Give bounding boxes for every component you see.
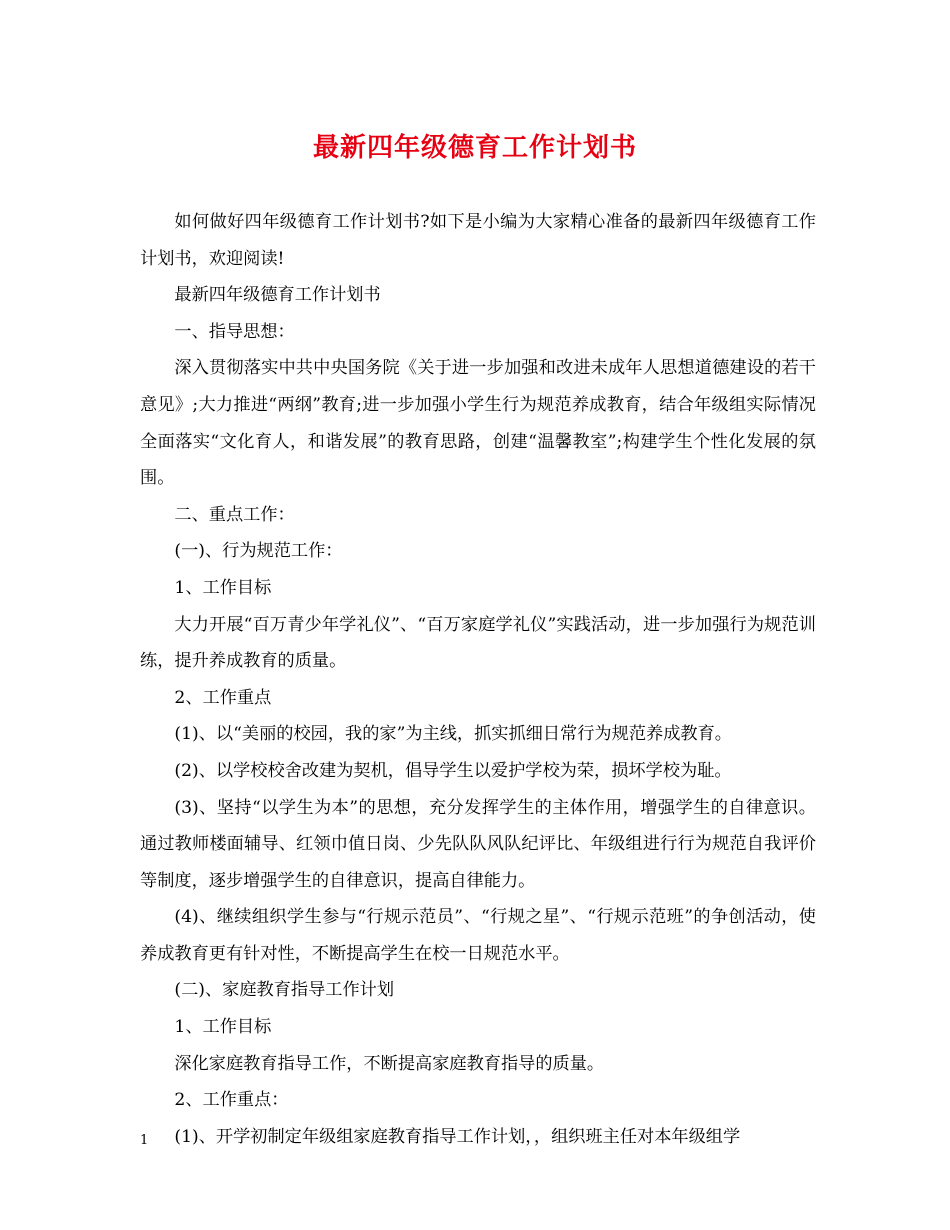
list-item: (2)、以学校校舍改建为契机，倡导学生以爱护学校为荣，损坏学校为耻。: [174, 760, 732, 781]
paragraph: 深入贯彻落实中共中央国务院《关于进一步加强和改进未成年人思想道德建设的若干意见》;大力推进“两纲”教育;进一步加强小学生行为规范养成教育，结合年级组实际情况全面落实“文化育人，和谐发展”的教育思路，创建“温馨教室”;构建学生个性化发展的氛围。: [140, 358, 816, 489]
list-item: (4)、继续组织学生参与“行规示范员”、“行规之星”、“行规示范班”的争创活动，使养成教育更有针对性，不断提高学生在校一日规范水平。: [140, 907, 816, 964]
section-heading: 一、指导思想：: [174, 321, 295, 342]
list-item: (1)、以“美丽的校园，我的家”为主线，抓实抓细日常行为规范养成教育。: [174, 724, 732, 745]
list-item: (1)、开学初制定年级组家庭教育指导工作计划，，组织班主任对本年级组学: [174, 1126, 741, 1147]
document-title: 最新四年级德育工作计划书: [312, 133, 637, 163]
document-body: [140, 204, 816, 1155]
paragraph: 大力开展“百万青少年学礼仪”、“百万家庭学礼仪”实践活动，进一步加强行为规范训练，提升养成教育的质量。: [140, 614, 816, 672]
paragraph: 最新四年级德育工作计划书: [174, 285, 381, 306]
section-heading: 二、重点工作：: [174, 504, 295, 525]
subheading: 2、工作重点: [174, 687, 272, 708]
paragraph: 如何做好四年级德育工作计划书?如下是小编为大家精心准备的最新四年级德育工作计划书，欢迎阅读!: [140, 212, 816, 269]
subsection-heading: (一)、行为规范工作：: [174, 541, 343, 562]
subheading: 2、工作重点：: [174, 1090, 289, 1111]
page-number: 1: [140, 1133, 149, 1148]
subheading: 1、工作目标: [174, 1017, 272, 1038]
subsection-heading: (二)、家庭教育指导工作计划: [174, 980, 395, 1001]
list-item: (3)、坚持“以学生为本”的思想，充分发挥学生的主体作用，增强学生的自律意识。通过教师楼面辅导、红领巾值日岗、少先队队风队纪评比、年级组进行行为规范自我评价等制度，逐步增强学生的自律意识，提高自律能力。: [140, 797, 816, 891]
paragraph: 深化家庭教育指导工作，不断提高家庭教育指导的质量。: [174, 1053, 605, 1074]
subheading: 1、工作目标: [174, 577, 272, 598]
